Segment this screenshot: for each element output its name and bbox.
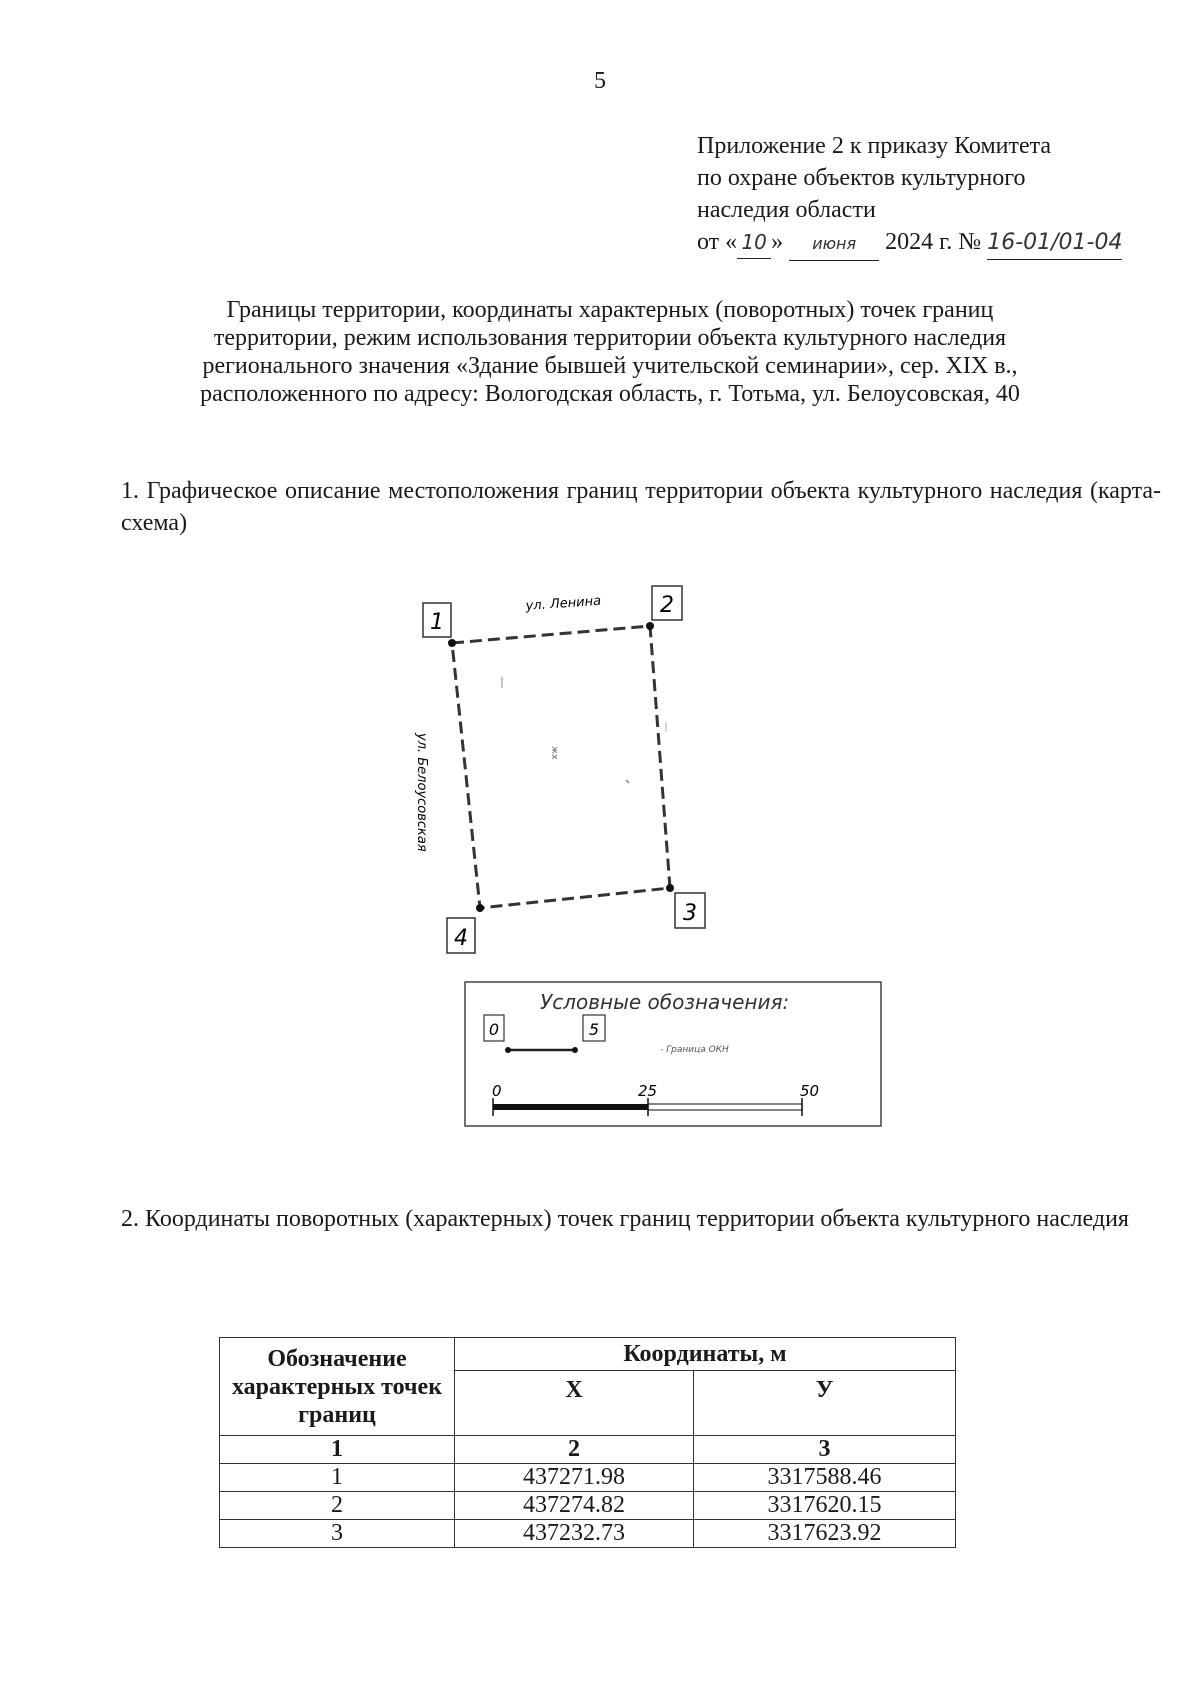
column-number-2: 2 (455, 1436, 694, 1464)
header-coordinates: Координаты, м (455, 1338, 956, 1371)
scale-bar-empty (648, 1104, 802, 1110)
x-cell: 437232.73 (455, 1520, 694, 1548)
vertex-2-dot (646, 622, 654, 630)
vertex-3-dot (666, 884, 674, 892)
legend-dot-end (572, 1047, 578, 1053)
vertex-4-dot (476, 904, 484, 912)
column-number-1: 1 (220, 1436, 455, 1464)
y-cell: 3317620.15 (694, 1492, 956, 1520)
date-mid: » (771, 229, 790, 255)
header-designation: Обозначение характерных точек границ (220, 1338, 455, 1436)
date-prefix: от « (697, 229, 738, 255)
table-row (220, 1520, 956, 1548)
legend-box-5-label: 5 (588, 1020, 600, 1039)
scale-label-50: 50 (800, 1082, 820, 1100)
y-cell: 3317588.46 (694, 1464, 956, 1492)
table-row (220, 1492, 956, 1520)
inner-tick-mark-3 (626, 780, 629, 783)
order-number: 16-01/01-04 (987, 227, 1122, 260)
date-month: июня (789, 228, 879, 261)
title-line-2: территории, режим использования территории объекта культурного наследия (213, 325, 1007, 351)
date-day: 10 (737, 226, 771, 259)
title-line-4: расположенного по адресу: Вологодская область, г. Тотьма, ул. Белоусовская, 40 (200, 381, 1020, 407)
coordinates-table (219, 1337, 956, 1548)
section-2-heading: 2. Координаты поворотных (характерных) точек границ территории объекта культурного наследия (121, 1206, 1129, 1232)
legend-box-0-label: 0 (488, 1020, 500, 1039)
point-3-label: 3 (683, 901, 697, 926)
page-number: 5 (594, 68, 606, 94)
point-2-label: 2 (660, 593, 674, 618)
vertex-1-dot (448, 639, 456, 647)
y-cell: 3317623.92 (694, 1520, 956, 1548)
table-row (220, 1464, 956, 1492)
street-belousovskaya-label: ул. Белоусовская (414, 733, 429, 852)
street-lenina-label: ул. Ленина (525, 593, 602, 614)
scale-label-0: 0 (492, 1082, 502, 1100)
title-line-3: регионального значения «Здание бывшей учительской семинарии», сер. XIX в., (202, 353, 1018, 379)
header-y: У (694, 1371, 956, 1436)
legend-boundary-label: - Граница ОКН (660, 1045, 729, 1055)
appendix-line-1: Приложение 2 к приказу Комитета (697, 133, 1052, 159)
point-cell: 3 (220, 1520, 455, 1548)
scale-label-25: 25 (638, 1082, 658, 1100)
legend-title: Условные обозначения: (540, 990, 790, 1014)
appendix-line-3: наследия области (697, 197, 876, 223)
scale-bar-filled (493, 1104, 648, 1110)
point-cell: 2 (220, 1492, 455, 1520)
x-cell: 437274.82 (455, 1492, 694, 1520)
x-cell: 437271.98 (455, 1464, 694, 1492)
section-1-heading: 1. Графическое описание местоположения границ территории объекта культурного наследия (карта-схема) (121, 478, 1161, 536)
point-4-label: 4 (454, 926, 468, 951)
boundary-line (452, 626, 670, 908)
title-line-1: Границы территории, координаты характерных (поворотных) точек границ (226, 297, 994, 323)
legend-dot-start (505, 1047, 511, 1053)
appendix-line-2: по охране объектов культурного (697, 165, 1026, 191)
date-year: 2024 г. № (879, 229, 988, 255)
point-1-label: 1 (430, 610, 444, 635)
header-x: X (455, 1371, 694, 1436)
inner-mark-label: жх (549, 746, 559, 760)
point-cell: 1 (220, 1464, 455, 1492)
column-number-3: 3 (694, 1436, 956, 1464)
